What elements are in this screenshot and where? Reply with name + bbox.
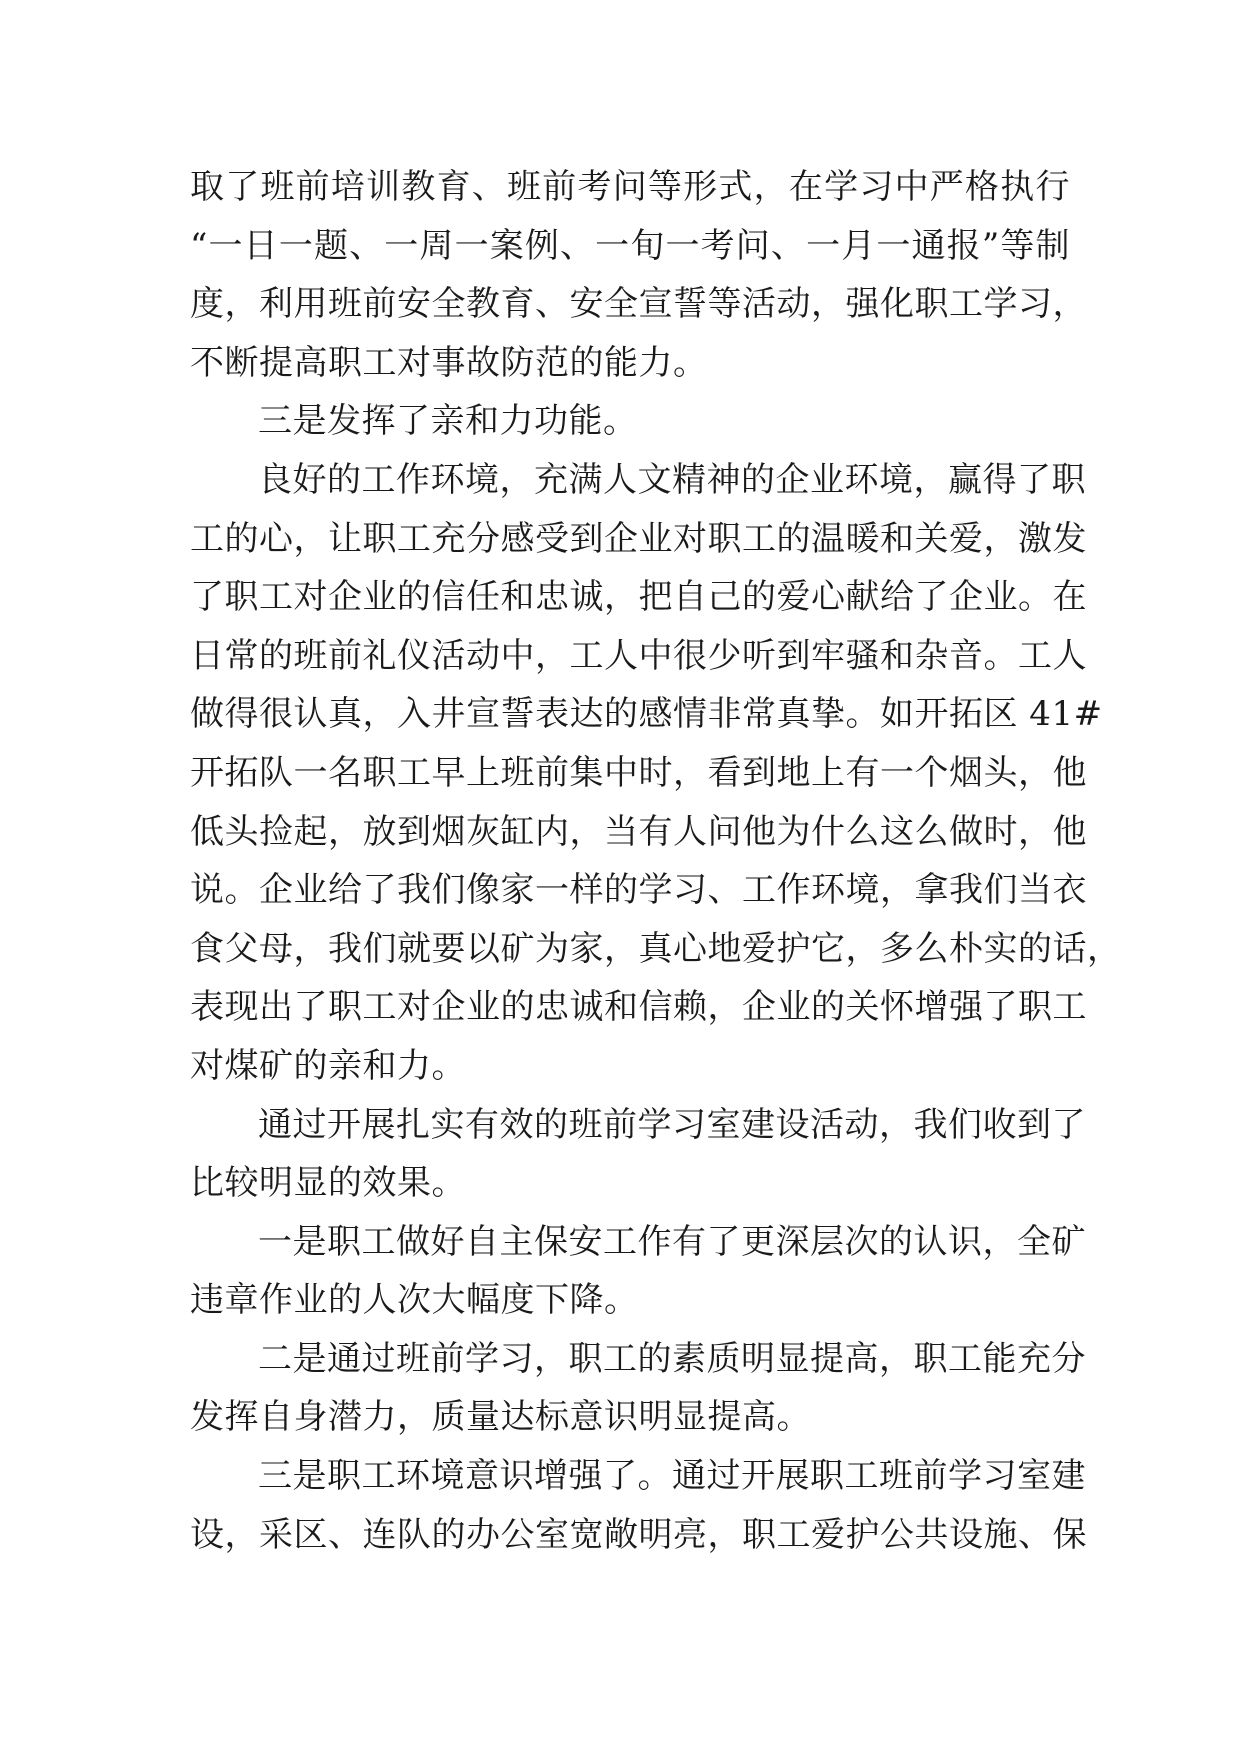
text-line: 对煤矿的亲和力。 — [190, 1045, 466, 1086]
text-line: 取了班前培训教育、班前考问等形式，在学习中严格执行 — [190, 167, 1070, 207]
text-line: 表现出了职工对企业的忠诚和信赖，企业的关怀增强了职工 — [190, 987, 1087, 1028]
text-line: 不断提高职工对事故防范的能力。 — [190, 342, 708, 383]
text-line: 低头捡起，放到烟灰缸内，当有人问他为什么这么做时，他 — [190, 811, 1087, 852]
text-line: 日常的班前礼仪活动中，工人中很少听到牢骚和杂音。工人 — [190, 635, 1087, 676]
text-line: 三是职工环境意识增强了。通过开展职工班前学习室建 — [258, 1456, 1086, 1497]
text-line: 开拓队一名职工早上班前集中时，看到地上有一个烟头，他 — [190, 752, 1087, 793]
body-text — [190, 158, 1122, 1564]
text-line: 通过开展扎实有效的班前学习室建设活动，我们收到了 — [258, 1104, 1086, 1145]
text-line: 了职工对企业的信任和忠诚，把自己的爱心献给了企业。在 — [190, 577, 1087, 618]
text-line: 度，利用班前安全教育、安全宣誓等活动，强化职工学习， — [190, 284, 1087, 325]
text-line: 做得很认真，入井宣誓表达的感情非常真挚。如开拓区 41# — [190, 694, 1103, 735]
text-line: 说。企业给了我们像家一样的学习、工作环境，拿我们当衣 — [190, 870, 1087, 911]
text-line: 二是通过班前学习，职工的素质明显提高，职工能充分 — [258, 1338, 1086, 1379]
text-line: 工的心，让职工充分感受到企业对职工的温暖和关爱，激发 — [190, 518, 1087, 559]
text-line: 食父母，我们就要以矿为家，真心地爱护它，多么朴实的话， — [190, 928, 1122, 969]
text-line: 比较明显的效果。 — [190, 1163, 466, 1204]
text-line: 发挥自身潜力，质量达标意识明显提高。 — [190, 1397, 811, 1438]
text-line: 违章作业的人次大幅度下降。 — [190, 1280, 639, 1321]
text-line: 设，采区、连队的办公室宽敞明亮，职工爱护公共设施、保 — [190, 1514, 1087, 1555]
text-line: “一日一题、一周一案例、一旬一考问、一月一通报”等制 — [190, 225, 1070, 266]
text-line: 一是职工做好自主保安工作有了更深层次的认识，全矿 — [258, 1221, 1086, 1262]
text-line: 良好的工作环境，充满人文精神的企业环境，赢得了职 — [258, 459, 1086, 500]
section-heading: 三是发挥了亲和力功能。 — [258, 401, 638, 442]
